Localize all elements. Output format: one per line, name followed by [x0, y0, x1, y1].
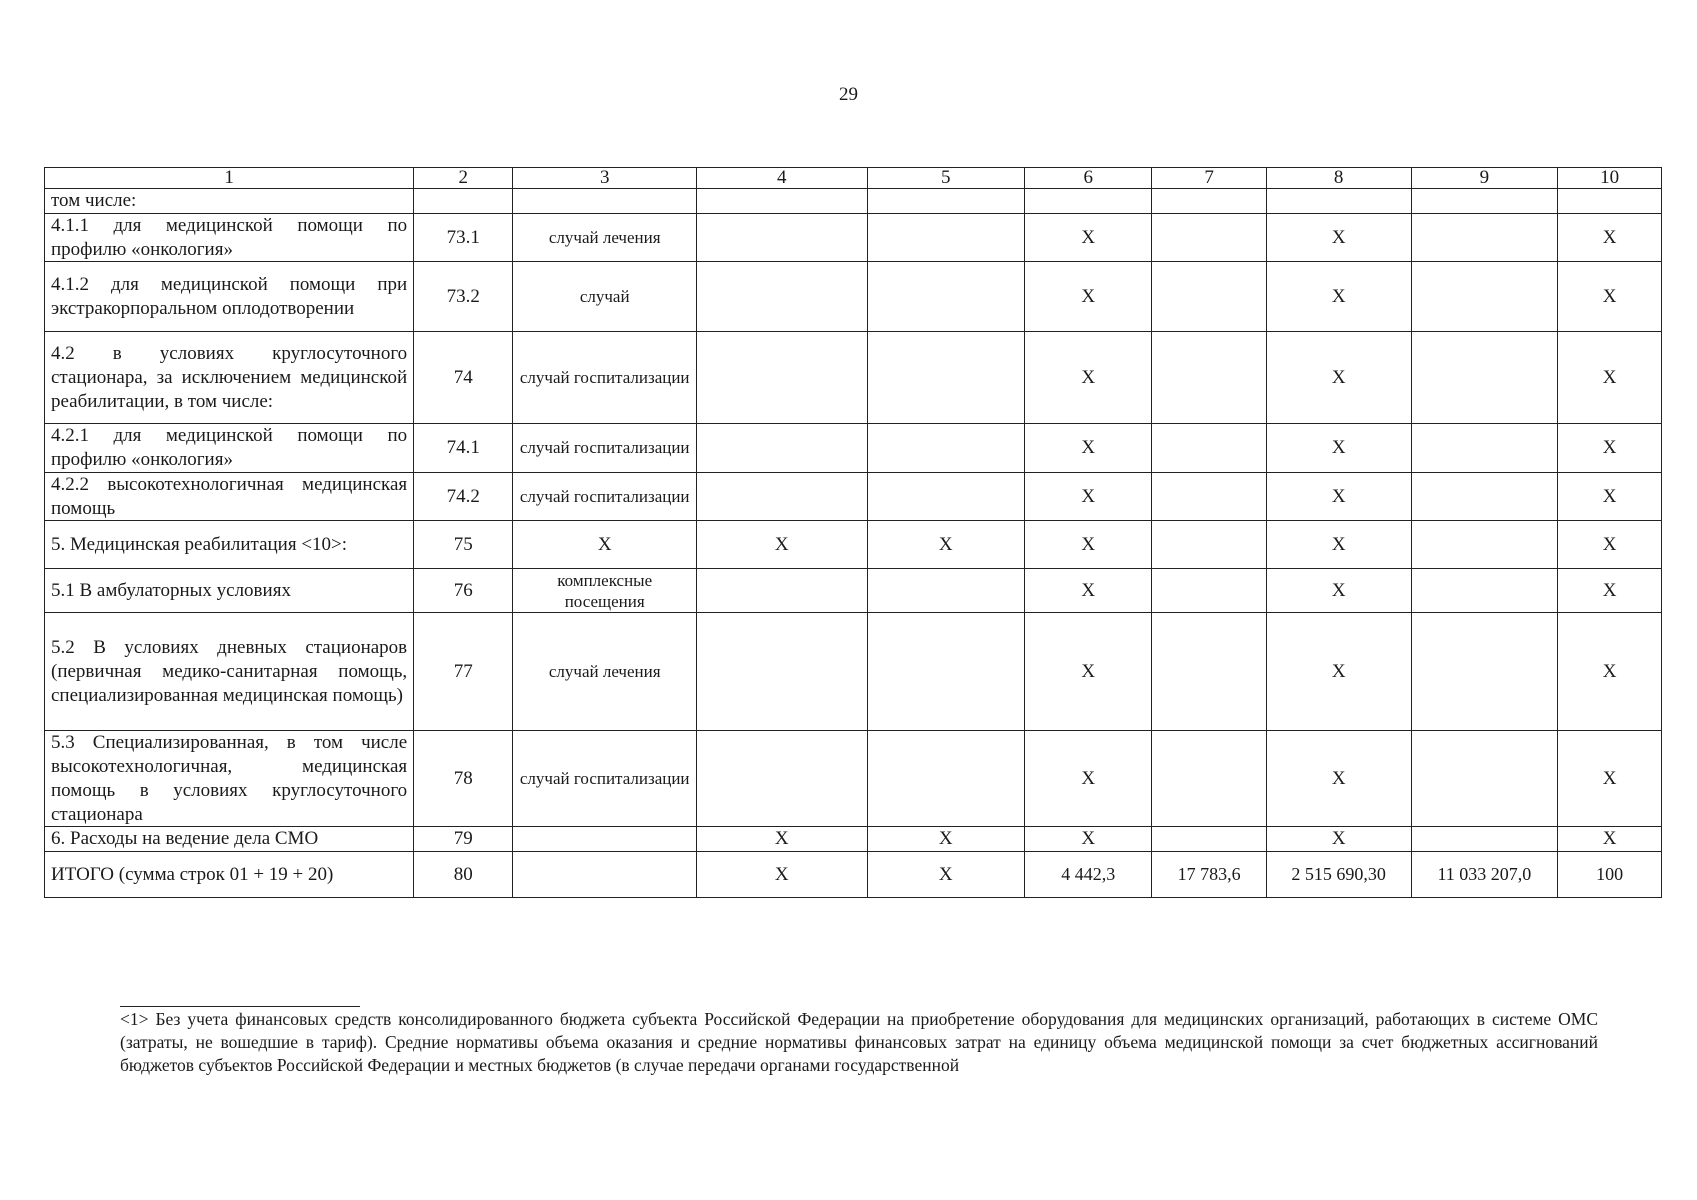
page-number: 29: [839, 84, 858, 105]
col-10-value: X: [1558, 424, 1662, 473]
col-4-value: X: [696, 852, 867, 898]
column-header-3: 3: [513, 168, 697, 189]
col-8-value: X: [1266, 521, 1411, 569]
col-7-value: [1152, 521, 1266, 569]
unit-of-measure: случай лечения: [513, 213, 697, 262]
col-5-value: [867, 189, 1025, 214]
col-8-value: X: [1266, 262, 1411, 332]
col-6-value: [1025, 189, 1152, 214]
col-8-value: X: [1266, 613, 1411, 731]
col-10-value: X: [1558, 332, 1662, 424]
col-7-value: [1152, 613, 1266, 731]
footnote-divider: [120, 1006, 360, 1007]
col-8-value: X: [1266, 827, 1411, 852]
row-code: 76: [414, 569, 513, 613]
col-9-value: [1411, 569, 1558, 613]
col-6-value: X: [1025, 472, 1152, 521]
col-7-value: [1152, 332, 1266, 424]
unit-of-measure: случай лечения: [513, 613, 697, 731]
column-header-4: 4: [696, 168, 867, 189]
col-6-value: X: [1025, 332, 1152, 424]
col-5-value: [867, 731, 1025, 827]
col-10-value: 100: [1558, 852, 1662, 898]
col-7-value: [1152, 472, 1266, 521]
col-7-value: [1152, 213, 1266, 262]
col-7-value: [1152, 731, 1266, 827]
col-9-value: [1411, 613, 1558, 731]
row-code: [414, 189, 513, 214]
unit-of-measure: случай госпитализации: [513, 472, 697, 521]
row-label: 5. Медицинская реабилитация <10>:: [45, 521, 414, 569]
col-4-value: X: [696, 521, 867, 569]
row-code: 73.2: [414, 262, 513, 332]
row-label: 5.3 Специализированная, в том числе высокотехнологичная, медицинская помощь в условиях круглосуточного стационара: [45, 731, 414, 827]
col-6-value: X: [1025, 521, 1152, 569]
column-header-8: 8: [1266, 168, 1411, 189]
col-8-value: X: [1266, 424, 1411, 473]
row-label: 4.1.1 для медицинской помощи по профилю «онкология»: [45, 213, 414, 262]
col-9-value: [1411, 731, 1558, 827]
col-9-value: [1411, 332, 1558, 424]
row-label: 4.1.2 для медицинской помощи при экстракорпоральном оплодотворении: [45, 262, 414, 332]
col-10-value: X: [1558, 521, 1662, 569]
data-table: [44, 167, 1662, 898]
col-4-value: [696, 569, 867, 613]
col-6-value: X: [1025, 569, 1152, 613]
row-code: 74: [414, 332, 513, 424]
col-7-value: [1152, 424, 1266, 473]
col-9-value: [1411, 262, 1558, 332]
col-5-value: [867, 569, 1025, 613]
col-8-value: X: [1266, 731, 1411, 827]
col-6-value: X: [1025, 613, 1152, 731]
col-5-value: X: [867, 827, 1025, 852]
unit-of-measure: случай: [513, 262, 697, 332]
col-4-value: [696, 613, 867, 731]
col-6-value: X: [1025, 262, 1152, 332]
row-code: 79: [414, 827, 513, 852]
unit-of-measure: случай госпитализации: [513, 424, 697, 473]
col-8-value: [1266, 189, 1411, 214]
col-6-value: X: [1025, 827, 1152, 852]
table-row: [45, 424, 1662, 473]
row-code: 75: [414, 521, 513, 569]
col-7-value: [1152, 262, 1266, 332]
column-header-1: 1: [45, 168, 414, 189]
col-10-value: X: [1558, 569, 1662, 613]
col-5-value: X: [867, 521, 1025, 569]
table-header-row: [45, 168, 1662, 189]
col-9-value: [1411, 472, 1558, 521]
column-header-5: 5: [867, 168, 1025, 189]
unit-of-measure: [513, 827, 697, 852]
col-8-value: X: [1266, 569, 1411, 613]
table-row: [45, 731, 1662, 827]
table-row: [45, 262, 1662, 332]
col-8-value: X: [1266, 213, 1411, 262]
col-8-value: 2 515 690,30: [1266, 852, 1411, 898]
unit-of-measure: [513, 852, 697, 898]
col-7-value: [1152, 569, 1266, 613]
row-label: 4.2 в условиях круглосуточного стационара, за исключением медицинской реабилитации, в том числе:: [45, 332, 414, 424]
row-code: 73.1: [414, 213, 513, 262]
col-9-value: [1411, 424, 1558, 473]
col-6-value: 4 442,3: [1025, 852, 1152, 898]
col-4-value: [696, 424, 867, 473]
col-8-value: X: [1266, 332, 1411, 424]
table-row: [45, 213, 1662, 262]
col-9-value: 11 033 207,0: [1411, 852, 1558, 898]
col-10-value: X: [1558, 472, 1662, 521]
col-4-value: [696, 731, 867, 827]
table-row: [45, 569, 1662, 613]
table-row: [45, 613, 1662, 731]
col-5-value: [867, 613, 1025, 731]
table-row: [45, 521, 1662, 569]
col-4-value: [696, 262, 867, 332]
unit-of-measure: случай госпитализации: [513, 731, 697, 827]
row-code: 78: [414, 731, 513, 827]
row-label: ИТОГО (сумма строк 01 + 19 + 20): [45, 852, 414, 898]
row-label: 5.2 В условиях дневных стационаров (первичная медико-санитарная помощь, специализированная медицинская помощь): [45, 613, 414, 731]
col-6-value: X: [1025, 213, 1152, 262]
col-4-value: X: [696, 827, 867, 852]
column-header-6: 6: [1025, 168, 1152, 189]
col-7-value: 17 783,6: [1152, 852, 1266, 898]
col-5-value: [867, 262, 1025, 332]
table-row: [45, 189, 1662, 214]
col-10-value: X: [1558, 213, 1662, 262]
col-10-value: [1558, 189, 1662, 214]
col-9-value: [1411, 213, 1558, 262]
col-5-value: [867, 472, 1025, 521]
column-header-10: 10: [1558, 168, 1662, 189]
column-header-9: 9: [1411, 168, 1558, 189]
row-code: 80: [414, 852, 513, 898]
col-10-value: X: [1558, 262, 1662, 332]
col-4-value: [696, 189, 867, 214]
col-5-value: [867, 213, 1025, 262]
col-9-value: [1411, 827, 1558, 852]
unit-of-measure: [513, 189, 697, 214]
col-10-value: X: [1558, 731, 1662, 827]
row-code: 74.1: [414, 424, 513, 473]
unit-of-measure: случай госпитализации: [513, 332, 697, 424]
col-7-value: [1152, 827, 1266, 852]
row-code: 74.2: [414, 472, 513, 521]
col-10-value: X: [1558, 613, 1662, 731]
column-header-2: 2: [414, 168, 513, 189]
table-row: [45, 472, 1662, 521]
row-code: 77: [414, 613, 513, 731]
table-row: [45, 332, 1662, 424]
row-label: 4.2.1 для медицинской помощи по профилю «онкология»: [45, 424, 414, 473]
column-header-7: 7: [1152, 168, 1266, 189]
col-5-value: X: [867, 852, 1025, 898]
col-4-value: [696, 213, 867, 262]
table-body: [45, 168, 1662, 898]
col-6-value: X: [1025, 731, 1152, 827]
footnote: <1> Без учета финансовых средств консолидированного бюджета субъекта Российской Федерации на приобретение оборудования для медицинских организаций, работающих в системе ОМС (затраты, не вошедшие в тариф). Средние нормативы объема оказания и средние нормативы финансовых затрат на единицу объема медицинской помощи за счет бюджетных ассигнований бюджетов субъектов Российской Федерации и местных бюджетов (в случае передачи органами государственной: [120, 1009, 1598, 1075]
unit-of-measure: комплексные посещения: [513, 569, 697, 613]
col-10-value: X: [1558, 827, 1662, 852]
col-8-value: X: [1266, 472, 1411, 521]
row-label: 5.1 В амбулаторных условиях: [45, 569, 414, 613]
col-5-value: [867, 424, 1025, 473]
col-9-value: [1411, 189, 1558, 214]
col-4-value: [696, 472, 867, 521]
col-6-value: X: [1025, 424, 1152, 473]
col-4-value: [696, 332, 867, 424]
table-row: [45, 827, 1662, 852]
row-label: 6. Расходы на ведение дела СМО: [45, 827, 414, 852]
unit-of-measure: X: [513, 521, 697, 569]
col-5-value: [867, 332, 1025, 424]
col-7-value: [1152, 189, 1266, 214]
row-label: 4.2.2 высокотехнологичная медицинская помощь: [45, 472, 414, 521]
col-9-value: [1411, 521, 1558, 569]
row-label: том числе:: [45, 189, 414, 214]
table-row: [45, 852, 1662, 898]
